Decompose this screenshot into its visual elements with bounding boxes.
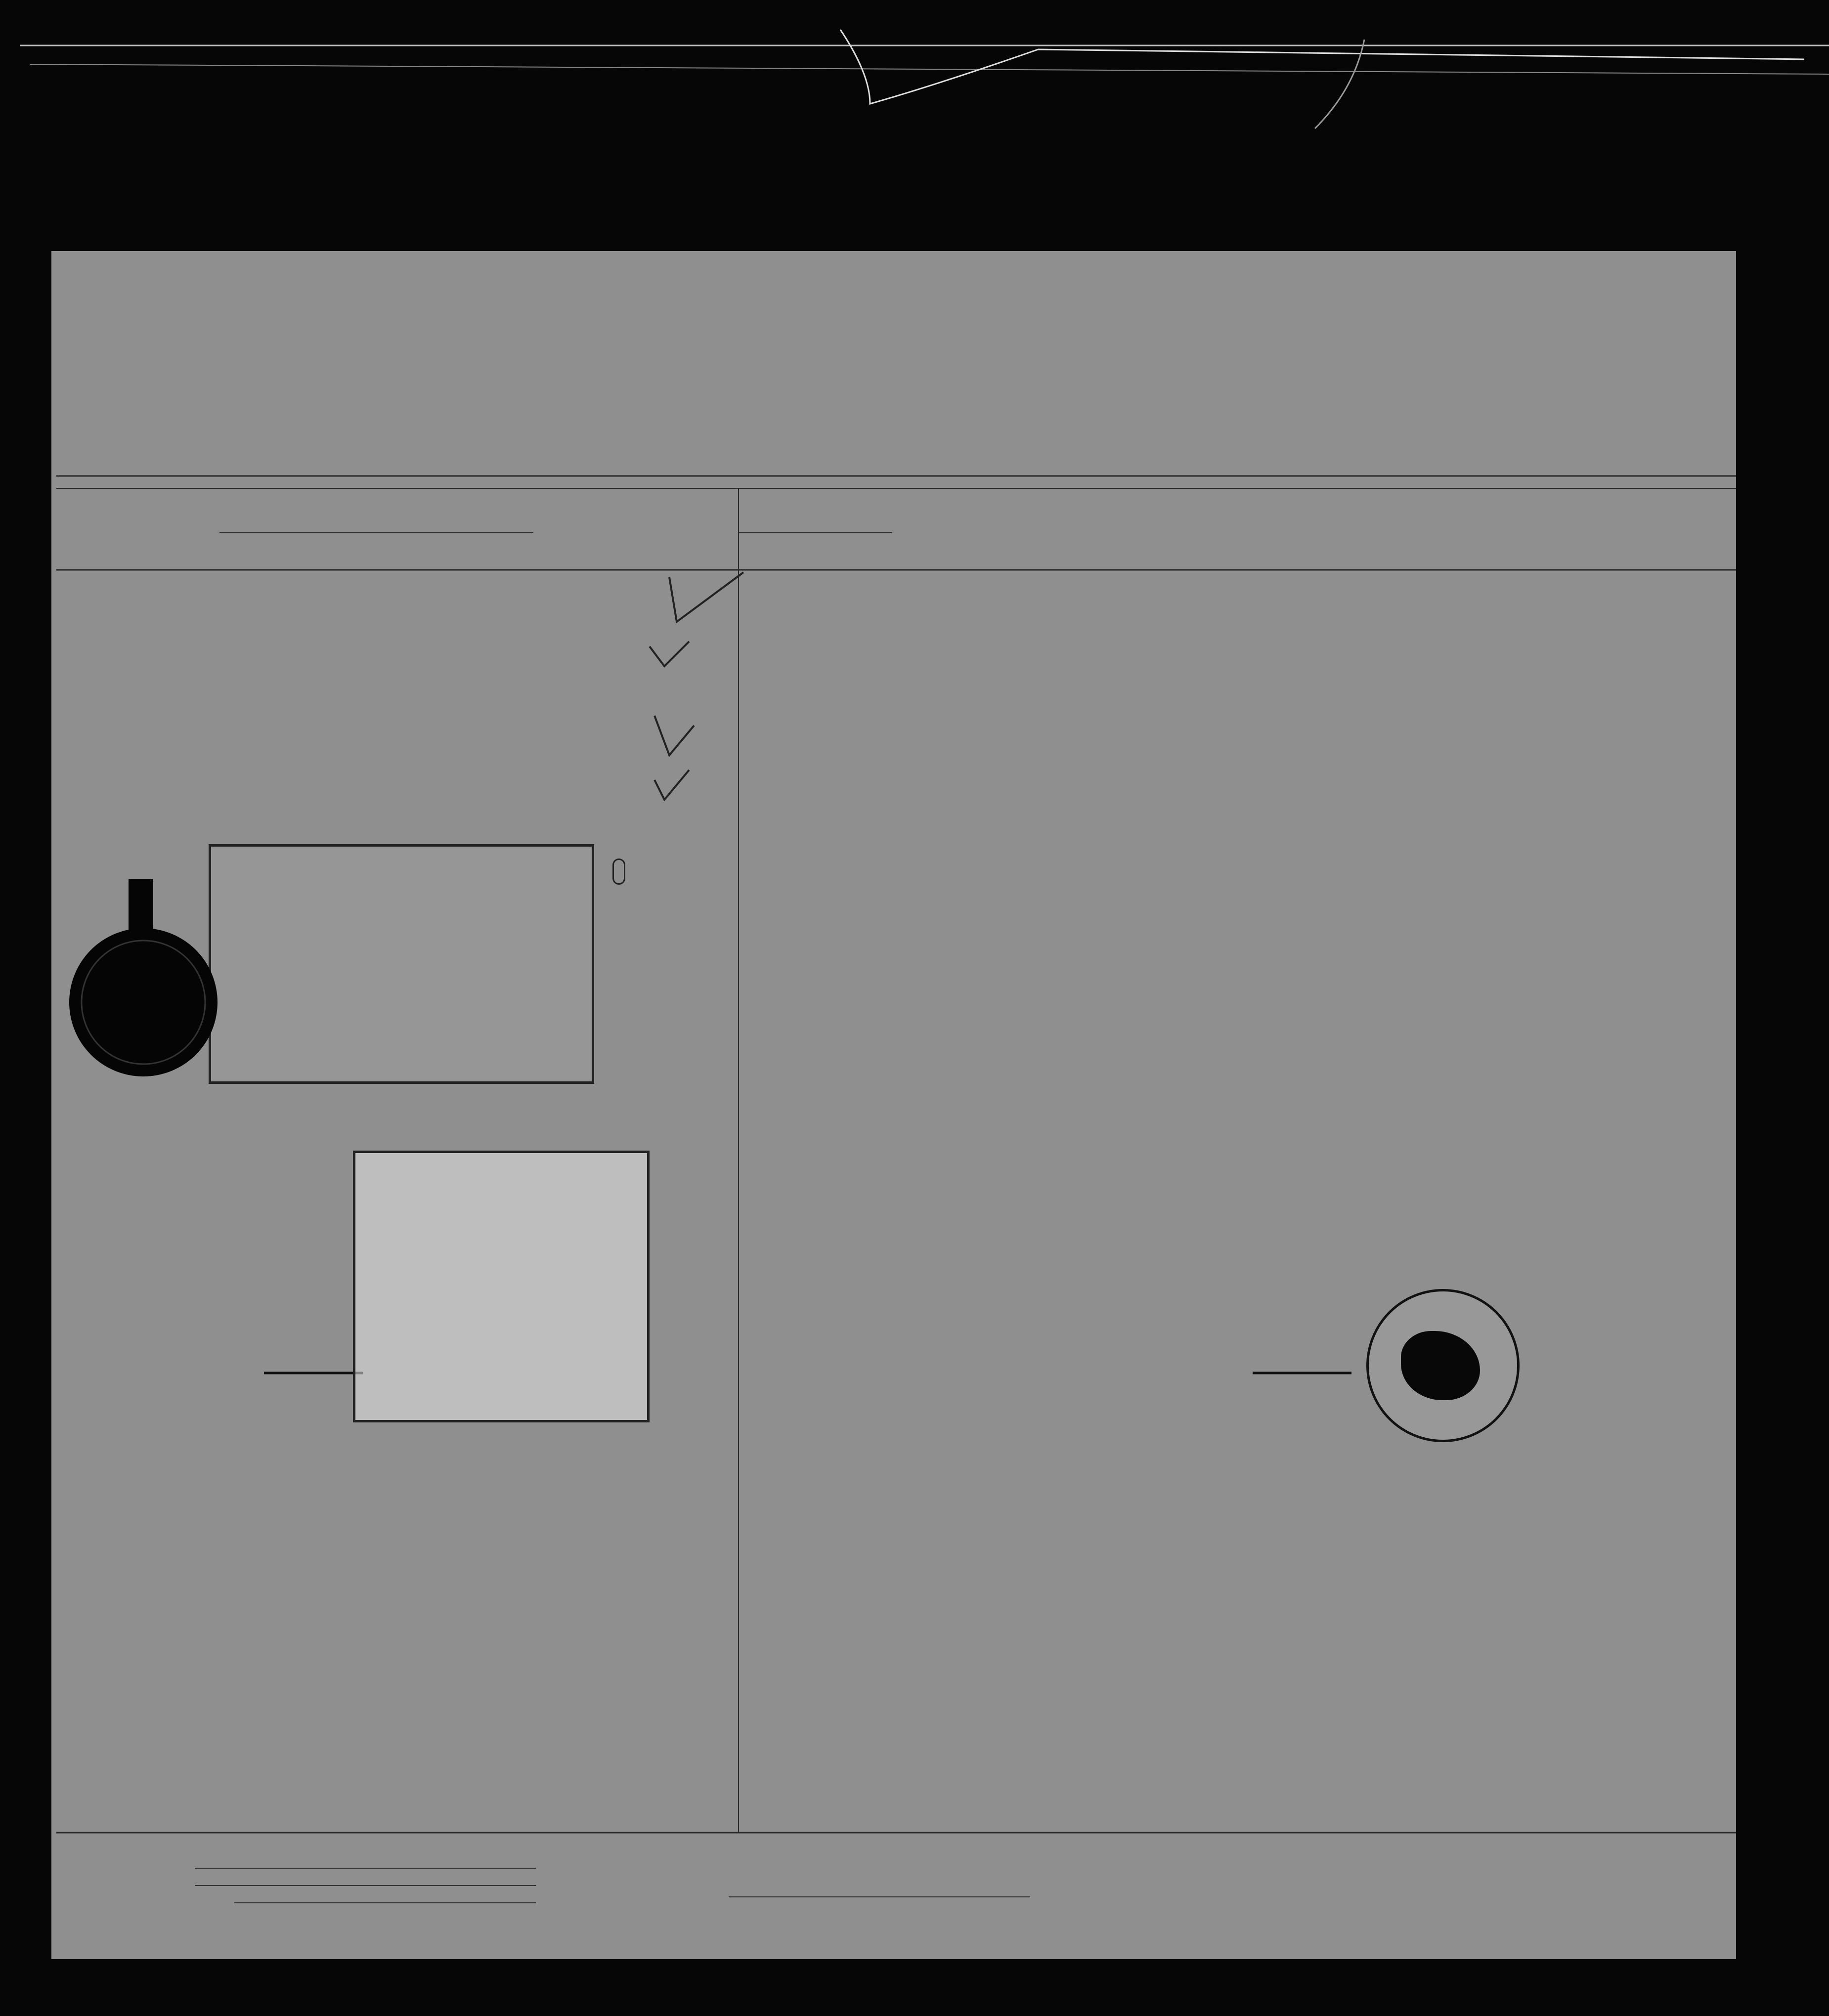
- footer-rules: [51, 1852, 1736, 1912]
- table-grid: [51, 251, 1736, 1959]
- closing-line-1: [612, 860, 625, 883]
- checkmarks: [595, 567, 753, 824]
- embossed-seal: [59, 879, 227, 1096]
- manifest-sheet: [51, 251, 1736, 1959]
- scan-edge: [0, 0, 1829, 247]
- havre-consulate-stamp: [209, 844, 594, 1084]
- bordeaux-consulate-stamp: [353, 1151, 650, 1422]
- round-consulate-stamp: [1366, 1289, 1520, 1442]
